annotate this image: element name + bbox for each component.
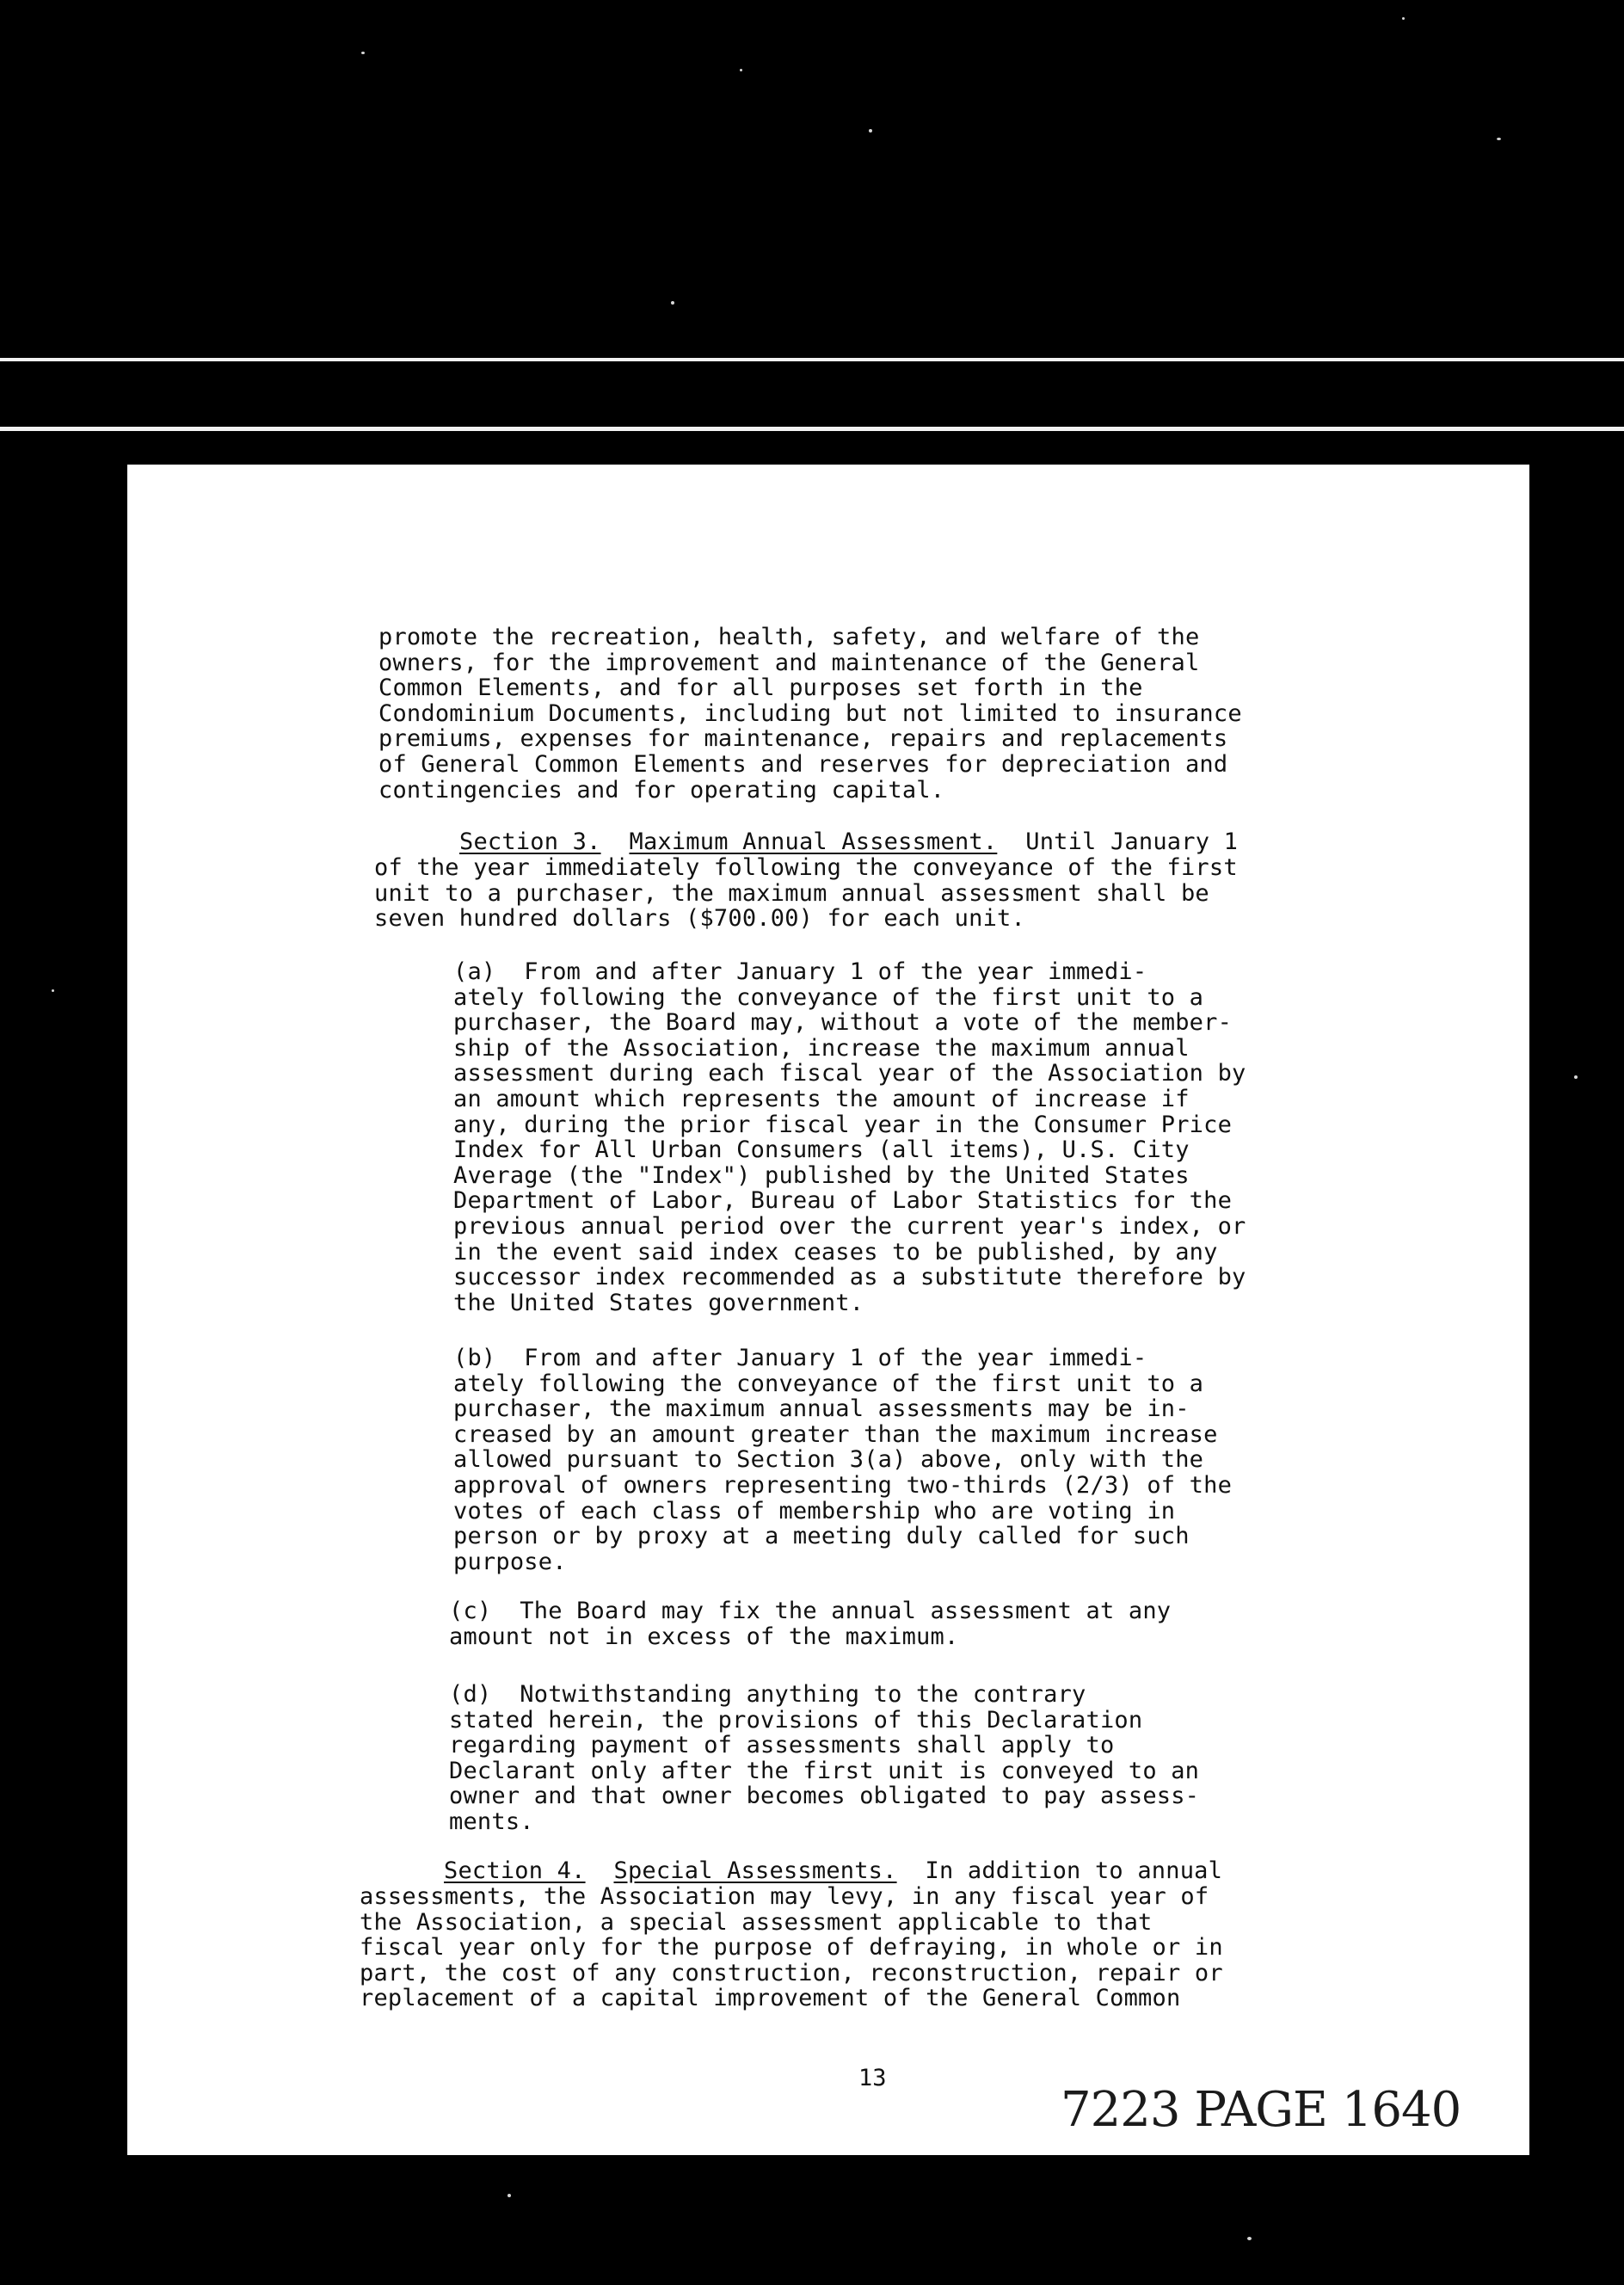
scan-speck	[361, 52, 365, 54]
page-number: 13	[858, 2065, 887, 2091]
scan-speck	[1402, 17, 1405, 20]
clause-a: (a) From and after January 1 of the year immedi- ately following the conveyance of the first unit to a purchaser, the Board may, without a vote of the member- ship of the Association, increase the maximum annual assessment during each fiscal year of the Association by an amount which represents the amount of increase if any, during the prior fiscal year in the Consumer Price Index for All Urban Consumers (all items), U.S. City Average (the "Index") published by the United States Department of Labor, Bureau of Labor Statistics for the previous annual period over the current year's index, or in the event said index ceases to be published, by any successor index recommended as a substitute therefore by the United States government.	[453, 958, 1246, 1316]
section-3-title: Maximum Annual Assessment.	[629, 828, 998, 855]
scan-speck	[1247, 2237, 1252, 2240]
scan-speck	[52, 989, 54, 992]
scan-rule-bottom	[0, 427, 1624, 431]
section-4-heading: Section 4.	[444, 1857, 586, 1884]
section-4-first-line	[444, 1858, 1222, 1884]
scan-speck	[508, 2194, 511, 2197]
section-4-title: Special Assessments.	[613, 1857, 897, 1884]
intro-paragraph: promote the recreation, health, safety, and welfare of the owners, for the improvement and maintenance of the General Common Elements, and for all purposes set forth in the Condominium Documents, including but not limited to insurance premiums, expenses for maintenance, repairs and replacements of General Common Elements and reserves for depreciation and contingencies and for operating capital.	[378, 624, 1242, 804]
scan-speck	[1574, 1075, 1578, 1079]
clause-d: (d) Notwithstanding anything to the contrary stated herein, the provisions of this Declaration regarding payment of assessments shall apply to Declarant only after the first unit is conveyed to an owner and that owner becomes obligated to pay assess- ments.	[449, 1681, 1200, 1835]
clause-b: (b) From and after January 1 of the year immedi- ately following the conveyance of the first unit to a purchaser, the maximum annual assessments may be in- creased by an amount greater than the maximum increase allowed pursuant to Section 3(a) above, only with the approval of owners representing two-thirds (2/3) of the votes of each class of membership who are voting in person or by proxy at a meeting duly called for such purpose.	[453, 1345, 1233, 1575]
section-3-heading: Section 3.	[459, 828, 601, 855]
scan-rule-top	[0, 358, 1624, 361]
scan-speck	[740, 69, 742, 71]
section-4-lead-text: In addition to annual	[896, 1857, 1223, 1884]
section-3-lead-text: Until January 1	[997, 828, 1239, 855]
scan-speck	[869, 129, 872, 132]
book-page-reference: 7223 PAGE 1640	[1061, 2082, 1461, 2138]
section-3-body: of the year immediately following the conveyance of the first unit to a purchaser, the maximum annual assessment shall be seven hundred dollars ($700.00) for each unit.	[374, 854, 1238, 933]
scan-speck	[671, 301, 674, 305]
section-4-body: assessments, the Association may levy, in any fiscal year of the Association, a special assessment applicable to that fiscal year only for the purpose of defraying, in whole or in part, the cost of any construction, reconstruction, repair or replacement of a capital improvement of the General Common	[360, 1883, 1223, 2012]
scan-speck	[1497, 138, 1501, 140]
clause-c: (c) The Board may fix the annual assessment at any amount not in excess of the maximum.	[449, 1598, 1172, 1650]
section-3-first-line	[459, 829, 1238, 855]
document-page	[127, 465, 1529, 2155]
